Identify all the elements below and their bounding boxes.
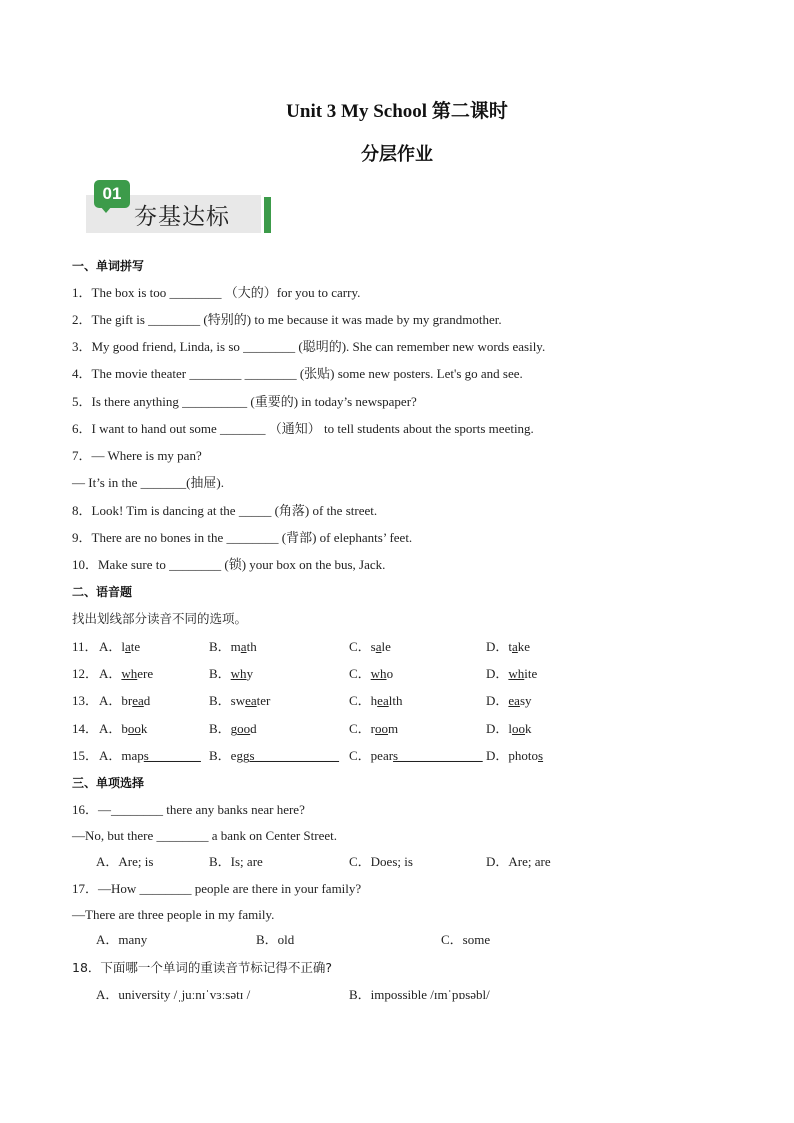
word-part: k bbox=[140, 721, 148, 736]
option-label: C． bbox=[349, 693, 371, 708]
word-part: ter bbox=[256, 693, 271, 708]
question-item: 1．The box is too ________ （大的）for you to carry. bbox=[72, 285, 361, 300]
question-item: 7．— Where is my pan? bbox=[72, 448, 202, 463]
underlined-part: wh bbox=[508, 666, 525, 681]
underlined-part: s_____________ bbox=[393, 748, 483, 763]
phonics-number: 11． bbox=[72, 639, 98, 654]
section-heading: 一、单词拼写 bbox=[72, 259, 145, 273]
choice-option: A．university /ˌjuːnɪˈvɜːsətɪ / bbox=[96, 987, 251, 1002]
phonics-option bbox=[99, 748, 201, 764]
question-item: 3．My good friend, Linda, is so ________ (聪明的). She can remember new words easily. bbox=[72, 339, 546, 354]
phonics-option bbox=[209, 693, 270, 709]
option-label: A． bbox=[99, 693, 122, 708]
underlined-part: ea bbox=[508, 693, 520, 708]
choice-option: B．old bbox=[256, 932, 295, 947]
phonics-option bbox=[99, 666, 153, 682]
phonics-option bbox=[99, 693, 150, 709]
word-part: k bbox=[525, 721, 532, 736]
section-heading: 二、语音题 bbox=[72, 585, 133, 599]
underlined-part: ea bbox=[245, 693, 257, 708]
phonics-option bbox=[99, 721, 147, 737]
question-item: 2．The gift is ________ (特别的) to me because it was made by my grandmother. bbox=[72, 312, 502, 327]
underlined-part: s________ bbox=[143, 748, 201, 763]
section-banner bbox=[86, 180, 272, 234]
word-part: d bbox=[143, 693, 151, 708]
question-item: 17．—How ________ people are there in your family? bbox=[72, 881, 362, 896]
phonics-number: 12． bbox=[72, 666, 99, 681]
underlined-part: oo bbox=[512, 721, 526, 736]
underlined-part: wh bbox=[121, 666, 138, 681]
option-label: D． bbox=[486, 639, 509, 654]
banner-accent-bar bbox=[264, 197, 271, 233]
phonics-number: 13． bbox=[72, 693, 99, 708]
option-label: C． bbox=[349, 748, 371, 763]
phonics-option bbox=[349, 639, 391, 655]
question-item: 9．There are no bones in the ________ (背部) of elephants’ feet. bbox=[72, 530, 413, 545]
phonics-option bbox=[486, 693, 532, 709]
banner-number: 01 bbox=[94, 180, 130, 208]
word-part: h bbox=[370, 693, 378, 708]
word-part: g bbox=[230, 721, 238, 736]
word-part: br bbox=[121, 693, 133, 708]
word-part: th bbox=[246, 639, 257, 654]
option-label: B． bbox=[209, 748, 231, 763]
option-label: A． bbox=[99, 639, 122, 654]
question-item: —No, but there ________ a bank on Center Street. bbox=[72, 828, 337, 843]
option-label: A． bbox=[99, 721, 122, 736]
underlined-part: a bbox=[375, 639, 382, 654]
underlined-part: a bbox=[512, 639, 518, 654]
underlined-part: oo bbox=[375, 721, 389, 736]
word-part: photo bbox=[508, 748, 539, 763]
word-part: l bbox=[121, 639, 126, 654]
phonics-option bbox=[486, 666, 537, 682]
phonics-option bbox=[209, 666, 253, 682]
word-part: le bbox=[381, 639, 391, 654]
phonics-option bbox=[349, 721, 398, 737]
underlined-part: wh bbox=[370, 666, 387, 681]
question-item: 5．Is there anything __________ (重要的) in today’s newspaper? bbox=[72, 394, 417, 409]
underlined-part: a bbox=[125, 639, 131, 654]
underlined-part: s bbox=[538, 748, 544, 763]
word-part: l bbox=[508, 721, 513, 736]
section-instruction: 找出划线部分读音不同的选项。 bbox=[72, 611, 248, 626]
phonics-option bbox=[349, 666, 393, 682]
word-part: t bbox=[508, 639, 513, 654]
option-label: D． bbox=[486, 721, 509, 736]
choice-option: A．Are; is bbox=[96, 854, 154, 869]
underlined-part: wh bbox=[230, 666, 247, 681]
word-part: d bbox=[250, 721, 257, 736]
question-item: 18．下面哪一个单词的重读音节标记得不正确? bbox=[72, 960, 333, 975]
underlined-part: oo bbox=[127, 721, 141, 736]
page-title: Unit 3 My School 第二课时 bbox=[286, 101, 508, 122]
word-part: map bbox=[121, 748, 144, 763]
choice-option: A．many bbox=[96, 932, 148, 947]
page-subtitle: 分层作业 bbox=[361, 144, 433, 165]
underlined-part: s_____________ bbox=[249, 748, 340, 763]
phonics-option bbox=[486, 748, 543, 764]
option-label: C． bbox=[349, 639, 371, 654]
underlined-part: ea bbox=[377, 693, 389, 708]
word-part: lth bbox=[388, 693, 403, 708]
phonics-option bbox=[486, 721, 532, 737]
underlined-part: oo bbox=[237, 721, 251, 736]
option-label: C． bbox=[349, 666, 371, 681]
word-part: te bbox=[130, 639, 141, 654]
banner-text: 夯基达标 bbox=[134, 204, 230, 230]
phonics-option bbox=[486, 639, 530, 655]
option-label: B． bbox=[209, 721, 231, 736]
word-part: sy bbox=[519, 693, 532, 708]
speech-bubble-tail-icon bbox=[100, 206, 112, 213]
word-part: pear bbox=[370, 748, 394, 763]
option-label: D． bbox=[486, 693, 509, 708]
option-label: B． bbox=[209, 666, 231, 681]
phonics-option bbox=[349, 693, 402, 709]
question-item: — It’s in the _______(抽屉). bbox=[72, 475, 225, 490]
phonics-number: 14． bbox=[72, 721, 99, 736]
phonics-number: 15． bbox=[72, 748, 99, 763]
phonics-option bbox=[209, 721, 257, 737]
underlined-part: a bbox=[240, 639, 247, 654]
question-item: 8．Look! Tim is dancing at the _____ (角落) of the street. bbox=[72, 503, 378, 518]
word-part: ite bbox=[524, 666, 538, 681]
word-part: r bbox=[370, 721, 376, 736]
word-part: ke bbox=[517, 639, 531, 654]
choice-option: B．Is; are bbox=[209, 854, 263, 869]
question-item: 6．I want to hand out some _______ （通知） to tell students about the sports meeting. bbox=[72, 421, 534, 436]
option-label: C． bbox=[349, 721, 371, 736]
choice-option: B．impossible /ɪmˈpɒsəbl/ bbox=[349, 987, 490, 1002]
choice-option: D．Are; are bbox=[486, 854, 551, 869]
word-part: o bbox=[386, 666, 394, 681]
word-part: egg bbox=[230, 748, 250, 763]
phonics-option bbox=[209, 639, 257, 655]
choice-option: C．Does; is bbox=[349, 854, 413, 869]
question-item: 16．—________ there any banks near here? bbox=[72, 802, 305, 817]
word-part: m bbox=[230, 639, 241, 654]
choice-option: C．some bbox=[441, 932, 491, 947]
word-part: m bbox=[388, 721, 399, 736]
word-part: y bbox=[246, 666, 254, 681]
section-heading: 三、单项选择 bbox=[72, 776, 145, 790]
phonics-option bbox=[349, 748, 483, 764]
option-label: D． bbox=[486, 666, 509, 681]
question-item: 4．The movie theater ________ ________ (张贴) some new posters. Let's go and see. bbox=[72, 366, 523, 381]
phonics-option bbox=[209, 748, 339, 764]
phonics-option bbox=[99, 639, 140, 655]
option-label: B． bbox=[209, 693, 231, 708]
word-part: b bbox=[121, 721, 128, 736]
word-part: sw bbox=[230, 693, 246, 708]
underlined-part: ea bbox=[132, 693, 144, 708]
option-label: A． bbox=[99, 748, 122, 763]
option-label: D． bbox=[486, 748, 509, 763]
question-item: 10．Make sure to ________ (锁) your box on the bus, Jack. bbox=[72, 557, 386, 572]
option-label: A． bbox=[99, 666, 122, 681]
word-part: s bbox=[370, 639, 376, 654]
option-label: B． bbox=[209, 639, 231, 654]
word-part: ere bbox=[137, 666, 154, 681]
question-item: —There are three people in my family. bbox=[72, 907, 275, 922]
